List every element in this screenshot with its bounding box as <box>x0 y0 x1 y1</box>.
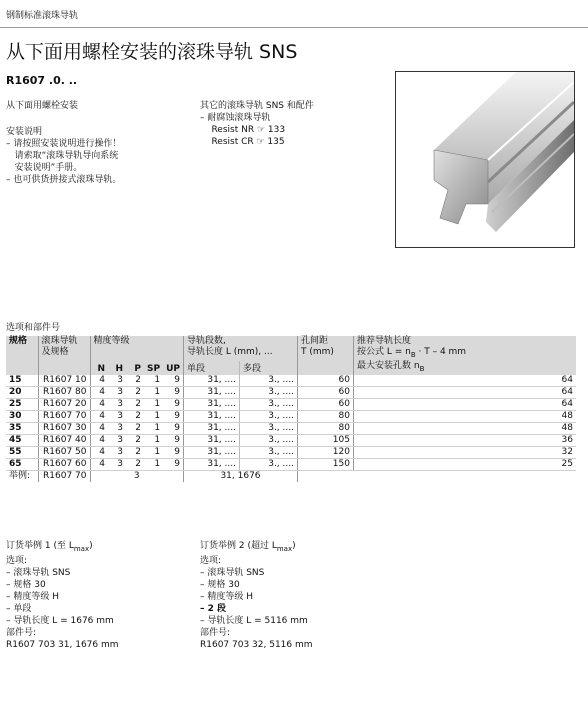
cell-t: 60 <box>297 398 353 410</box>
cell-p: 2 <box>126 434 144 446</box>
cell-sp: 1 <box>144 434 163 446</box>
install-note: 安装说明”手册。 <box>6 163 83 173</box>
cell-h: 3 <box>108 410 126 422</box>
cell-size: 35 <box>6 422 38 434</box>
cell-p: 2 <box>126 398 144 410</box>
cell-t: 60 <box>297 386 353 398</box>
col-sections: 导轨段数, 导轨长度 L (mm), ... <box>183 336 297 361</box>
cell-nb: 36 <box>353 434 576 446</box>
cell-size: 20 <box>6 386 38 398</box>
order1-line: – 导轨长度 L = 1676 mm <box>6 615 114 626</box>
cell-part: R1607 60 <box>38 458 90 470</box>
cell-multi: 3., .... <box>239 398 297 410</box>
col-recommended: 推荐导轨长度 按公式 $L = n_B \cdot T - 4$ mm <box>353 336 576 361</box>
cell-n: 4 <box>90 386 108 398</box>
table-row <box>6 375 576 387</box>
page-title: 从下面用螺栓安装的滚珠导轨 SNS <box>6 41 298 63</box>
cell-t: 120 <box>297 446 353 458</box>
subtitle: 从下面用螺栓安装 <box>6 101 79 111</box>
right-column <box>200 100 314 148</box>
cell-multi: 3., .... <box>239 375 297 387</box>
cell-size: 15 <box>6 375 38 387</box>
example-label: 举例: <box>9 470 31 481</box>
table-row <box>6 386 576 398</box>
example-row <box>6 470 576 482</box>
col-maxholes: 最大安装孔数 $n_B$ <box>353 361 576 375</box>
col-sp: SP <box>144 361 163 375</box>
order2-title: 订货举例 2 (超过 L <box>200 541 277 551</box>
cell-size: 65 <box>6 458 38 470</box>
cell-up: 9 <box>163 434 183 446</box>
cell-h: 3 <box>108 386 126 398</box>
col-accuracy: 精度等级 <box>90 336 183 361</box>
cell-n: 4 <box>90 422 108 434</box>
cell-single: 31, .... <box>183 434 239 446</box>
cell-sp: 1 <box>144 375 163 387</box>
cell-up: 9 <box>163 375 183 387</box>
cell-multi: 3., .... <box>239 422 297 434</box>
cell-size: 45 <box>6 434 38 446</box>
cell-part: R1607 30 <box>38 422 90 434</box>
cell-sp: 1 <box>144 422 163 434</box>
cell-n: 4 <box>90 410 108 422</box>
order2-part-label: 部件号: <box>200 627 231 638</box>
accessories-heading: 其它的滚珠导轨 SNS 和配件 <box>200 101 314 111</box>
part-code: R1607 .0. .. <box>6 74 78 87</box>
cell-n: 4 <box>90 458 108 470</box>
cell-up: 9 <box>163 410 183 422</box>
accessory-item: Resist CR ☞ 135 <box>200 137 285 147</box>
cell-h: 3 <box>108 446 126 458</box>
col-size: 规格 <box>6 336 38 375</box>
col-n: N <box>90 361 108 375</box>
cell-multi: 3., .... <box>239 458 297 470</box>
cell-size: 55 <box>6 446 38 458</box>
cell-p: 2 <box>126 458 144 470</box>
cell-p: 2 <box>126 375 144 387</box>
install-note: 请索取“滚珠导轨导向系统 <box>6 151 119 161</box>
left-column <box>6 100 121 186</box>
order1-part: R1607 703 31, 1676 mm <box>6 639 119 650</box>
cell-multi: 3., .... <box>239 446 297 458</box>
cell-single: 31, .... <box>183 386 239 398</box>
cell-sp: 1 <box>144 386 163 398</box>
cell-h: 3 <box>108 375 126 387</box>
order1-line: – 单段 <box>6 603 32 614</box>
order1-title: 订货举例 1 (至 L <box>6 541 74 551</box>
order-example-1 <box>6 540 119 651</box>
cell-part: R1607 50 <box>38 446 90 458</box>
install-note: – 也可供货拼接式滚珠导轨。 <box>6 175 122 185</box>
cell-up: 9 <box>163 386 183 398</box>
cell-h: 3 <box>108 434 126 446</box>
cell-single: 31, .... <box>183 410 239 422</box>
order2-part: R1607 703 32, 5116 mm <box>200 639 313 650</box>
cell-h: 3 <box>108 398 126 410</box>
table-row <box>6 434 576 446</box>
cell-sp: 1 <box>144 410 163 422</box>
options-table <box>6 336 576 482</box>
table-row <box>6 446 576 458</box>
cell-part: R1607 10 <box>38 375 90 387</box>
product-image <box>395 71 575 248</box>
example-length: 31, 1676 <box>183 470 297 482</box>
cell-p: 2 <box>126 422 144 434</box>
cell-nb: 64 <box>353 398 576 410</box>
cell-p: 2 <box>126 446 144 458</box>
example-accuracy: 3 <box>90 470 183 482</box>
cell-single: 31, .... <box>183 398 239 410</box>
table-row <box>6 410 576 422</box>
table-row <box>6 458 576 470</box>
cell-nb: 32 <box>353 446 576 458</box>
category-label: 钢制标准滚珠导轨 <box>6 11 79 21</box>
cell-part: R1607 40 <box>38 434 90 446</box>
cell-n: 4 <box>90 375 108 387</box>
order2-line: – 滚珠导轨 SNS <box>200 567 265 578</box>
order2-title-end: ) <box>292 541 296 551</box>
cell-up: 9 <box>163 398 183 410</box>
order2-line: – 导轨长度 L = 5116 mm <box>200 615 308 626</box>
order1-line: – 滚珠导轨 SNS <box>6 567 71 578</box>
table-row <box>6 422 576 434</box>
table-row <box>6 398 576 410</box>
cell-up: 9 <box>163 458 183 470</box>
cell-single: 31, .... <box>183 422 239 434</box>
cell-nb: 64 <box>353 375 576 387</box>
cell-t: 80 <box>297 422 353 434</box>
cell-nb: 48 <box>353 410 576 422</box>
order1-title-end: ) <box>89 541 93 551</box>
cell-h: 3 <box>108 422 126 434</box>
install-note: – 请按照安装说明进行操作！ <box>6 139 122 149</box>
cell-sp: 1 <box>144 398 163 410</box>
cell-n: 4 <box>90 434 108 446</box>
order1-line: – 规格 30 <box>6 579 46 590</box>
col-pitch: 孔间距 T (mm) <box>297 336 353 361</box>
col-p: P <box>126 361 144 375</box>
cell-nb: 64 <box>353 386 576 398</box>
col-multi: 多段 <box>239 361 297 375</box>
cell-nb: 48 <box>353 422 576 434</box>
cell-sp: 1 <box>144 446 163 458</box>
cell-h: 3 <box>108 458 126 470</box>
order2-options-label: 选项: <box>200 555 222 566</box>
cell-n: 4 <box>90 446 108 458</box>
cell-size: 25 <box>6 398 38 410</box>
cell-multi: 3., .... <box>239 410 297 422</box>
cell-n: 4 <box>90 398 108 410</box>
cell-multi: 3., .... <box>239 434 297 446</box>
cell-single: 31, .... <box>183 446 239 458</box>
cell-p: 2 <box>126 410 144 422</box>
order1-title-sub: max <box>73 544 90 553</box>
cell-part: R1607 20 <box>38 398 90 410</box>
options-section-title: 选项和部件号 <box>6 323 61 333</box>
cell-up: 9 <box>163 446 183 458</box>
cell-t: 105 <box>297 434 353 446</box>
cell-single: 31, .... <box>183 375 239 387</box>
cell-single: 31, .... <box>183 458 239 470</box>
cell-multi: 3., .... <box>239 386 297 398</box>
order1-part-label: 部件号: <box>6 627 37 638</box>
col-h: H <box>108 361 126 375</box>
cell-t: 80 <box>297 410 353 422</box>
install-heading: 安装说明 <box>6 127 43 137</box>
accessory-item: Resist NR ☞ 133 <box>200 125 286 135</box>
cell-part: R1607 80 <box>38 386 90 398</box>
cell-p: 2 <box>126 386 144 398</box>
col-up: UP <box>163 361 183 375</box>
order2-line: – 规格 30 <box>200 579 240 590</box>
order2-line: – 精度等级 H <box>200 591 253 602</box>
header-row-2 <box>6 361 576 375</box>
order2-line: – 2 段 <box>200 603 227 614</box>
col-rail: 滚珠导轨 及规格 <box>38 336 90 375</box>
cell-sp: 1 <box>144 458 163 470</box>
cell-up: 9 <box>163 422 183 434</box>
accessory-item: – 耐腐蚀滚珠导轨 <box>200 113 271 123</box>
example-part: R1607 70 <box>38 470 90 482</box>
header-divider <box>0 27 588 28</box>
cell-t: 60 <box>297 375 353 387</box>
order-example-2 <box>200 540 313 651</box>
cell-nb: 25 <box>353 458 576 470</box>
order2-title-sub: max <box>276 544 293 553</box>
col-single: 单段 <box>183 361 239 375</box>
order1-line: – 精度等级 H <box>6 591 59 602</box>
order1-options-label: 选项: <box>6 555 28 566</box>
cell-t: 150 <box>297 458 353 470</box>
cell-part: R1607 70 <box>38 410 90 422</box>
cell-size: 30 <box>6 410 38 422</box>
